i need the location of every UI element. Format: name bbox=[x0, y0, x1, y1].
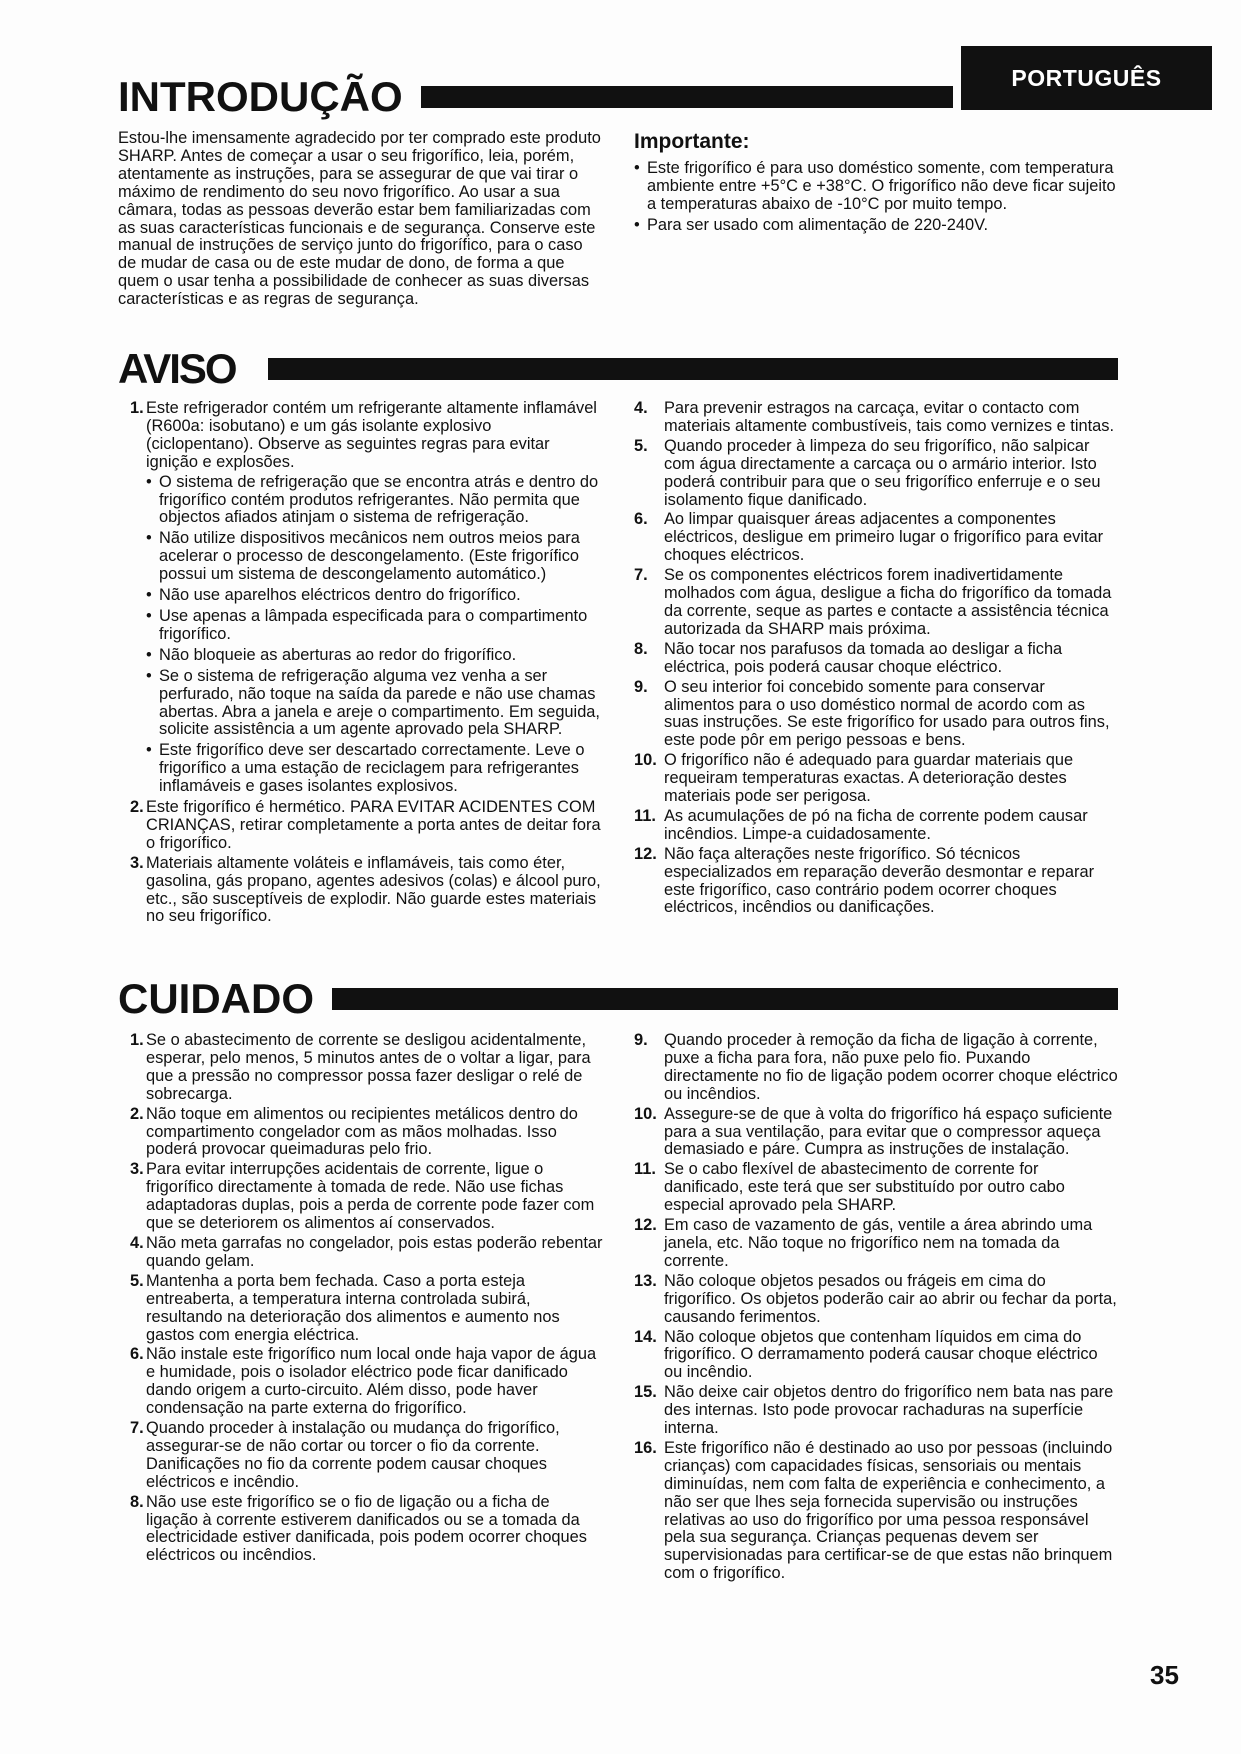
list-item: • Para ser usado com alimentação de 220-240V. bbox=[634, 217, 1119, 235]
intro-title: INTRODUÇÃO bbox=[118, 73, 403, 120]
cuidado-list-left bbox=[130, 1032, 603, 1565]
item-text: Mantenha a porta bem fechada. Caso a porta esteja entreaberta, a temperatura interna controlada subirá, resultando na deterioração dos alimentos e aumento nos gastos com energia eléctrica. bbox=[146, 1271, 560, 1344]
item-number: 5. bbox=[130, 1271, 144, 1290]
list-item bbox=[634, 1440, 1119, 1583]
heading-rule bbox=[421, 86, 953, 108]
item-number: 10. bbox=[634, 1104, 657, 1123]
item-number: 6. bbox=[634, 510, 648, 529]
important-column bbox=[634, 130, 1119, 238]
item-text: Para evitar interrupções acidentais de corrente, ligue o frigorífico directamente à tomada de rede. Não use fichas adaptadoras duplas, pois a perda de corrente pode fazer com que se deteriorem os alimentos aí conservados. bbox=[146, 1160, 595, 1233]
aviso-title: AVISO bbox=[118, 345, 236, 392]
list-item bbox=[130, 1420, 603, 1492]
important-title: Importante: bbox=[634, 130, 750, 153]
list-item bbox=[634, 438, 1119, 510]
aviso-left-column bbox=[130, 400, 603, 928]
item-text: O seu interior foi concebido somente para conservar alimentos para o uso doméstico normal de acordo com as suas instruções. Se este frigorífico for usado para outros fins, este pode pôr em perigo pessoas e bens. bbox=[664, 677, 1110, 750]
page-number: 35 bbox=[1150, 1660, 1179, 1690]
intro-heading bbox=[118, 73, 953, 120]
cuidado-list-right bbox=[634, 1032, 1119, 1583]
heading-rule bbox=[268, 358, 1118, 380]
list-item bbox=[634, 1106, 1119, 1160]
item-text: Se os componentes eléctricos forem inadivertidamente molhados com água, desligue a ficha do frigorífico da tomada da corrente, seque as partes e contacte a assistência técnica autorizada da SHARP mais próxima. bbox=[664, 566, 1112, 638]
item-text: Quando proceder à limpeza do seu frigorífico, não salpicar com água directamente a carcaça ou o armário interior. Isto poderá contribuir para que o seu frigorífico enferruje e o seu isolamento fique danificado. bbox=[664, 436, 1101, 509]
list-item bbox=[130, 1106, 603, 1160]
list-item bbox=[634, 846, 1119, 918]
item-text: Não deixe cair objetos dentro do frigorífico nem bata nas pare des internas. Isto pode provocar rachaduras na superfície interna. bbox=[664, 1383, 1114, 1438]
item-text: Não instale este frigorífico num local onde haja vapor de água e humidade, pois o isolador eléctrico pode ficar danificado dando origem a curto-circuito. Além disso, pode haver condensação na parte externa do frigorífico. bbox=[146, 1345, 597, 1418]
list-item bbox=[634, 1384, 1119, 1438]
item-number: 9. bbox=[634, 677, 648, 696]
item-text: Materiais altamente voláteis e inflamáveis, tais como éter, gasolina, gás propano, agentes adesivos (colas) e álcool puro, etc., são susceptíveis de explodir. Não guarde estes materiais no seu frigorífico. bbox=[146, 853, 601, 926]
list-item bbox=[130, 1346, 603, 1418]
item-number: 1. bbox=[130, 1031, 144, 1049]
item-number: 11. bbox=[634, 1160, 656, 1179]
item-text: Quando proceder à instalação ou mudança do frigorífico, assegurar-se de não cortar ou torcer o fio da corrente. Danificações no fio da corrente podem causar choques eléctricos e incêndio. bbox=[146, 1419, 560, 1491]
item-number: 7. bbox=[130, 1419, 144, 1438]
heading-rule bbox=[332, 988, 1118, 1010]
item-text: Não coloque objetos que contenham líquidos em cima do frigorífico. O derramamento poderá causar choque eléctrico ou incêndio. bbox=[664, 1327, 1098, 1382]
item-number: 4. bbox=[634, 399, 648, 417]
item-number: 2. bbox=[130, 798, 144, 817]
item-number: 11. bbox=[634, 806, 656, 825]
item-number: 5. bbox=[634, 436, 648, 455]
aviso-list-right bbox=[634, 400, 1119, 917]
list-item: • Não use aparelhos eléctricos dentro do frigorífico. bbox=[146, 587, 603, 605]
item-text: As acumulações de pó na ficha de corrente podem causar incêndios. Limpe-a cuidadosamente. bbox=[664, 806, 1088, 843]
item-text: Não meta garrafas no congelador, pois estas poderão rebentar quando gelam. bbox=[146, 1233, 603, 1270]
item-number: 4. bbox=[130, 1233, 144, 1252]
item-text: Em caso de vazamento de gás, ventile a área abrindo uma janela, etc. Não toque no frigorífico nem na tomada da corrente. bbox=[664, 1216, 1093, 1270]
list-item: • Use apenas a lâmpada especificada para o compartimento frigorífico. bbox=[146, 608, 603, 644]
item-number: 9. bbox=[634, 1031, 648, 1049]
list-item bbox=[130, 799, 603, 853]
list-item bbox=[130, 1235, 603, 1271]
list-item bbox=[634, 511, 1119, 565]
list-item: • Este frigorífico é para uso doméstico somente, com temperatura ambiente entre +5°C e +38°C. O frigorífico não deve ficar sujeito a temperaturas abaixo de -10°C por muito tempo. bbox=[634, 160, 1119, 214]
language-tab: PORTUGUÊS bbox=[961, 46, 1212, 110]
item-text: Este refrigerador contém um refrigerante altamente inflamável (R600a: isobutano) e um gás isolante explosivo (ciclopentano). Observe as seguintes regras para evitar ignição e explosões. bbox=[146, 399, 597, 471]
item-number: 14. bbox=[634, 1327, 657, 1346]
item-number: 3. bbox=[130, 1160, 144, 1179]
item-text: Este frigorífico não é destinado ao uso por pessoas (incluindo crianças) com capacidades físicas, sensoriais ou mentais diminuídas, nem com falta de experiência e conhecimento, a não ser que lhes seja fornecida supervisão ou instruções relativas ao uso do frigorífico por uma pessoa responsável pela sua segurança. Crianças pequenas devem ser supervisionadas para certificar-se de que estas não brinquem com o frigorífico. bbox=[664, 1438, 1113, 1583]
item-number: 10. bbox=[634, 751, 657, 770]
item-text: Se o cabo flexível de abastecimento de corrente for danificado, este terá que ser substituído por outro cabo especial aprovado pela SHARP. bbox=[664, 1160, 1065, 1215]
item-text: Não toque em alimentos ou recipientes metálicos dentro do compartimento congelador com as mãos molhadas. Isso poderá provocar queimaduras pelo frio. bbox=[146, 1104, 578, 1159]
aviso-right-column bbox=[634, 400, 1119, 919]
item-number: 12. bbox=[634, 844, 657, 863]
list-item bbox=[634, 1217, 1119, 1271]
item-number: 8. bbox=[130, 1492, 144, 1511]
aviso-list-left bbox=[130, 400, 603, 926]
item-number: 16. bbox=[634, 1438, 657, 1457]
list-item bbox=[634, 752, 1119, 806]
list-item bbox=[634, 567, 1119, 639]
cuidado-heading bbox=[118, 975, 1118, 1022]
item-number: 15. bbox=[634, 1383, 657, 1402]
item-number: 3. bbox=[130, 853, 144, 872]
list-item bbox=[130, 1494, 603, 1566]
list-item: • Este frigorífico deve ser descartado correctamente. Leve o frigorífico a uma estação de reciclagem para refrigerantes inflamáveis e gases isolantes explosivos. bbox=[146, 742, 603, 796]
item-number: 13. bbox=[634, 1271, 657, 1290]
item-number: 6. bbox=[130, 1345, 144, 1364]
list-item: • O sistema de refrigeração que se encontra atrás e dentro do frigorífico contém produtos refrigerantes. Não permita que objectos afiados atinjam o sistema de refrigeração. bbox=[146, 474, 603, 528]
list-item bbox=[634, 1273, 1119, 1327]
intro-paragraph: Estou-lhe imensamente agradecido por ter comprado este produto SHARP. Antes de começar a usar o seu frigorífico, leia, porém, atentamente as instruções, para se assegurar de que vai tirar o máximo de rendimento do seu novo frigorífico. Ao usar a sua câmara, todas as pessoas deverão estar bem familiarizadas com as suas características funcionais e de segurança. Conserve este manual de instruções de serviço junto do frigorífico, para o caso de mudar de casa ou de este mudar de dono, de forma a que quem o usar tenha a possibilidade de conhecer as suas diversas características e as regras de segurança. bbox=[118, 129, 601, 309]
list-item: • Se o sistema de refrigeração alguma vez venha a ser perfurado, não toque na saída da parede e não use chamas abertas. Abra a janela e areje o compartimento. Em seguida, solicite assistência a um agente aprovado pela SHARP. bbox=[146, 668, 603, 740]
list-item bbox=[634, 679, 1119, 751]
item-text: Quando proceder à remoção da ficha de ligação à corrente, puxe a ficha para fora, não puxe pelo fio. Puxando directamente no fio de ligação podem ocorrer choque eléctrico ou incêndios. bbox=[664, 1031, 1118, 1103]
item-text: Se o abastecimento de corrente se desligou acidentalmente, esperar, pelo menos, 5 minutos antes de o voltar a ligar, para que a pressão no compressor possa fazer desligar o relé de sobrecarga. bbox=[146, 1031, 591, 1103]
item-text: Não faça alterações neste frigorífico. Só técnicos especializados em reparação deverão desmontar e reparar este frigorífico, caso contrário podem ocorrer choques eléctricos, incêndios ou danificações. bbox=[664, 844, 1095, 917]
important-list bbox=[634, 160, 1119, 235]
list-item bbox=[130, 400, 603, 796]
list-item bbox=[130, 1161, 603, 1233]
item-text: Não use este frigorífico se o fio de ligação ou a ficha de ligação à corrente estiverem danificados ou se a tomada da electricidade estiver danificada, pois podem ocorrer choques eléctricos ou incêndios. bbox=[146, 1492, 587, 1565]
list-item bbox=[634, 1161, 1119, 1215]
item-number: 8. bbox=[634, 639, 648, 658]
intro-column bbox=[118, 130, 603, 309]
item-text: Assegure-se de que à volta do frigorífico há espaço suficiente para a sua ventilação, para evitar que o compressor aqueça demasiado e páre. Cumpra as instruções de instalação. bbox=[664, 1104, 1113, 1159]
list-item bbox=[634, 641, 1119, 677]
item-number: 12. bbox=[634, 1216, 657, 1235]
cuidado-left-column bbox=[130, 1032, 603, 1567]
item-text: Para prevenir estragos na carcaça, evitar o contacto com materiais altamente combustíveis, tais como vernizes e tintas. bbox=[664, 399, 1115, 435]
list-item bbox=[130, 1273, 603, 1345]
item-text: Não coloque objetos pesados ou frágeis em cima do frigorífico. Os objetos poderão cair ao abrir ou fechar da porta, causando ferimentos. bbox=[664, 1271, 1117, 1326]
aviso-heading bbox=[118, 345, 1118, 392]
list-item bbox=[634, 1032, 1119, 1104]
list-item bbox=[130, 855, 603, 927]
list-item bbox=[130, 1032, 603, 1104]
cuidado-title: CUIDADO bbox=[118, 975, 314, 1022]
item-text: Ao limpar quaisquer áreas adjacentes a componentes eléctricos, desligue em primeiro lugar o frigorífico para evitar choques eléctricos. bbox=[664, 510, 1104, 565]
item-text: Este frigorífico é hermético. PARA EVITAR ACIDENTES COM CRIANÇAS, retirar completamente a porta antes de deitar fora o frigorífico. bbox=[146, 798, 601, 852]
item-number: 1. bbox=[130, 399, 144, 417]
item-number: 2. bbox=[130, 1104, 144, 1123]
list-item bbox=[634, 808, 1119, 844]
cuidado-right-column bbox=[634, 1032, 1119, 1585]
list-item: • Não bloqueie as aberturas ao redor do frigorífico. bbox=[146, 647, 603, 665]
aviso-sublist bbox=[146, 474, 603, 796]
item-text: Não tocar nos parafusos da tomada ao desligar a ficha eléctrica, pois poderá causar choque eléctrico. bbox=[664, 639, 1063, 676]
list-item bbox=[634, 1329, 1119, 1383]
list-item bbox=[634, 400, 1119, 436]
item-text: O frigorífico não é adequado para guardar materiais que requeiram temperaturas exactas. A deterioração destes materiais pode ser perigosa. bbox=[664, 751, 1074, 806]
list-item: • Não utilize dispositivos mecânicos nem outros meios para acelerar o processo de descongelamento. (Este frigorífico possui um sistema de descongelamento automático.) bbox=[146, 530, 603, 584]
item-number: 7. bbox=[634, 566, 648, 585]
